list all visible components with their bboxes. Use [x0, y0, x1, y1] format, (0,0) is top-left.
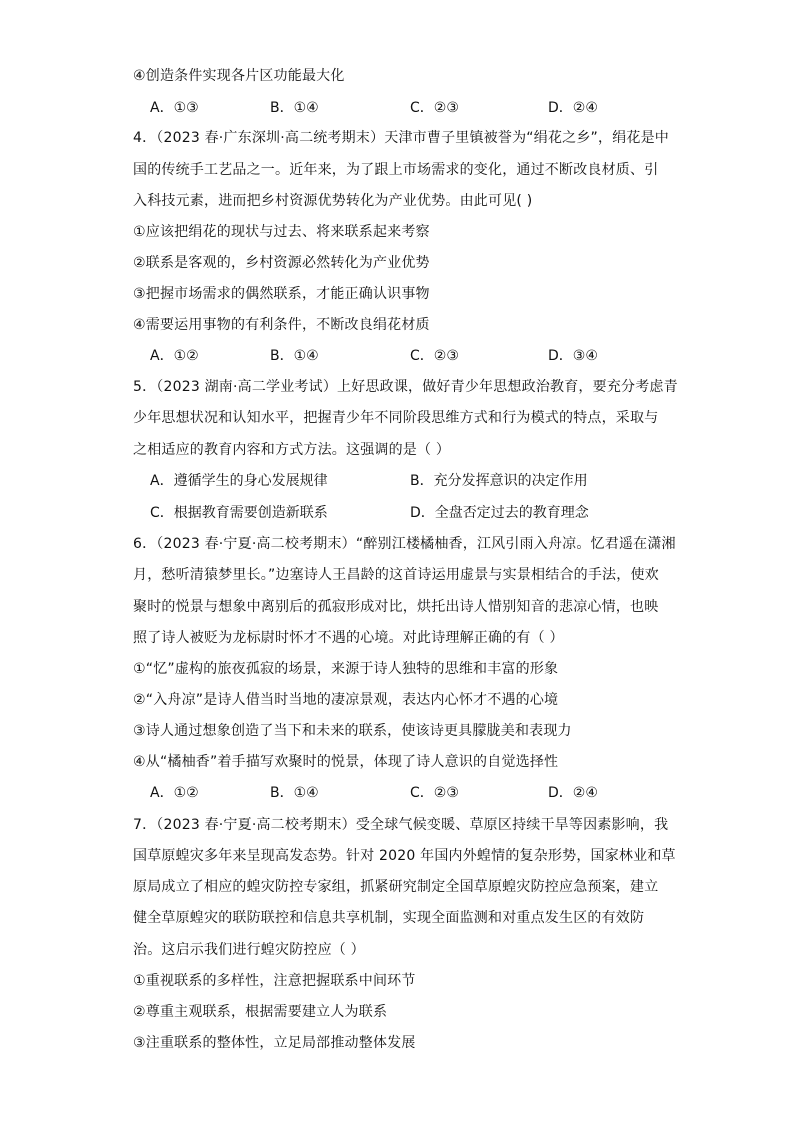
- q4-option-b: B．①④: [270, 348, 319, 364]
- q7-statement-2: ②尊重主观联系，根据需要建立人为联系: [133, 1004, 388, 1020]
- q5-stem-line-2: 少年思想状况和认知水平，把握青少年不同阶段思维方式和行为模式的特点，采取与: [133, 410, 659, 426]
- q6-stem-line-2: 月，愁听清猿梦里长。”边塞诗人王昌龄的这首诗运用虚景与实景相结合的手法，使欢: [133, 567, 659, 583]
- q4-statement-1: ①应该把绢花的现状与过去、将来联系起来考察: [133, 224, 430, 240]
- q5-option-b: B．充分发挥意识的决定作用: [410, 473, 588, 489]
- q6-statement-4: ④从“橘柚香”着手描写欢聚时的悦景，体现了诗人意识的自觉选择性: [133, 754, 559, 770]
- q4-statement-3: ③把握市场需求的偶然联系，才能正确认识事物: [133, 286, 430, 302]
- q4-statement-2: ②联系是客观的，乡村资源必然转化为产业优势: [133, 255, 430, 271]
- q7-stem-line-1: 7．（2023 春·宁夏·高二校考期末）受全球气候变暖、草原区持续干旱等因素影响，我: [133, 817, 669, 833]
- q3-option-d: D．②④: [548, 100, 598, 116]
- q3-option-a: A．①③: [150, 100, 199, 116]
- q4-option-a: A．①②: [150, 348, 199, 364]
- q4-statement-4: ④需要运用事物的有利条件，不断改良绢花材质: [133, 317, 430, 333]
- q5-option-d: D．全盘否定过去的教育理念: [410, 505, 589, 521]
- q6-stem-line-1: 6．（2023 春·宁夏·高二校考期末）“醉别江楼橘柚香，江风引雨入舟凉。忆君遥在潇湘: [133, 536, 676, 552]
- q6-statement-3: ③诗人通过想象创造了当下和未来的联系，使该诗更具朦胧美和表现力: [133, 723, 572, 739]
- q3-options: [0, 98, 794, 118]
- q4-option-c: C．②③: [410, 348, 459, 364]
- q7-stem-line-2: 国草原蝗灾多年来呈现高发态势。针对 2020 年国内外蝗情的复杂形势，国家林业和草: [133, 848, 676, 864]
- q6-options: [0, 783, 794, 803]
- q3-option-b: B．①④: [270, 100, 319, 116]
- q4-stem-line-3: 入科技元素，进而把乡村资源优势转化为产业优势。由此可见( ): [133, 193, 533, 209]
- q5-option-c: C．根据教育需要创造新联系: [150, 505, 328, 521]
- q6-option-b: B．①④: [270, 785, 319, 801]
- q6-statement-1: ①“忆”虚构的旅夜孤寂的场景，来源于诗人独特的思维和丰富的形象: [133, 661, 559, 677]
- q5-stem-line-1: 5．（2023 湖南·高二学业考试）上好思政课，做好青少年思想政治教育，要充分考虑青: [133, 379, 678, 395]
- q7-stem-line-3: 原局成立了相应的蝗灾防控专家组，抓紧研究制定全国草原蝗灾防控应急预案，建立: [133, 879, 659, 895]
- q4-options: [0, 346, 794, 366]
- q6-option-c: C．②③: [410, 785, 459, 801]
- q5-options-row-1: [0, 471, 794, 491]
- q5-options-row-2: [0, 503, 794, 523]
- q5-stem-line-3: 之相适应的教育内容和方式方法。这强调的是（ ）: [133, 442, 451, 458]
- q7-stem-line-5: 治。这启示我们进行蝗灾防控应（ ）: [133, 942, 365, 958]
- q6-statement-2: ②“入舟凉”是诗人借当时当地的凄凉景观，表达内心怀才不遇的心境: [133, 692, 559, 708]
- q7-statement-3: ③注重联系的整体性，立足局部推动整体发展: [133, 1035, 416, 1051]
- q4-option-d: D．③④: [548, 348, 598, 364]
- q7-stem-line-4: 健全草原蝗灾的联防联控和信息共享机制，实现全面监测和对重点发生区的有效防: [133, 910, 645, 926]
- q7-statement-1: ①重视联系的多样性，注意把握联系中间环节: [133, 973, 416, 989]
- q6-option-a: A．①②: [150, 785, 199, 801]
- q4-stem-line-2: 国的传统手工艺品之一。近年来，为了跟上市场需求的变化，通过不断改良材质、引: [133, 162, 659, 178]
- q6-option-d: D．②④: [548, 785, 598, 801]
- q6-stem-line-4: 照了诗人被贬为龙标尉时怀才不遇的心境。对此诗理解正确的有（ ）: [133, 630, 564, 646]
- q6-stem-line-3: 聚时的悦景与想象中离别后的孤寂形成对比，烘托出诗人惜别知音的悲凉心情，也映: [133, 599, 659, 615]
- q3-option-c: C．②③: [410, 100, 459, 116]
- q5-option-a: A．遵循学生的身心发展规律: [150, 473, 328, 489]
- q3-statement-4: ④创造条件实现各片区功能最大化: [133, 68, 345, 84]
- q4-stem-line-1: 4．（2023 春·广东深圳·高二统考期末）天津市曹子里镇被誉为“绢花之乡”，绢花是中: [133, 130, 669, 146]
